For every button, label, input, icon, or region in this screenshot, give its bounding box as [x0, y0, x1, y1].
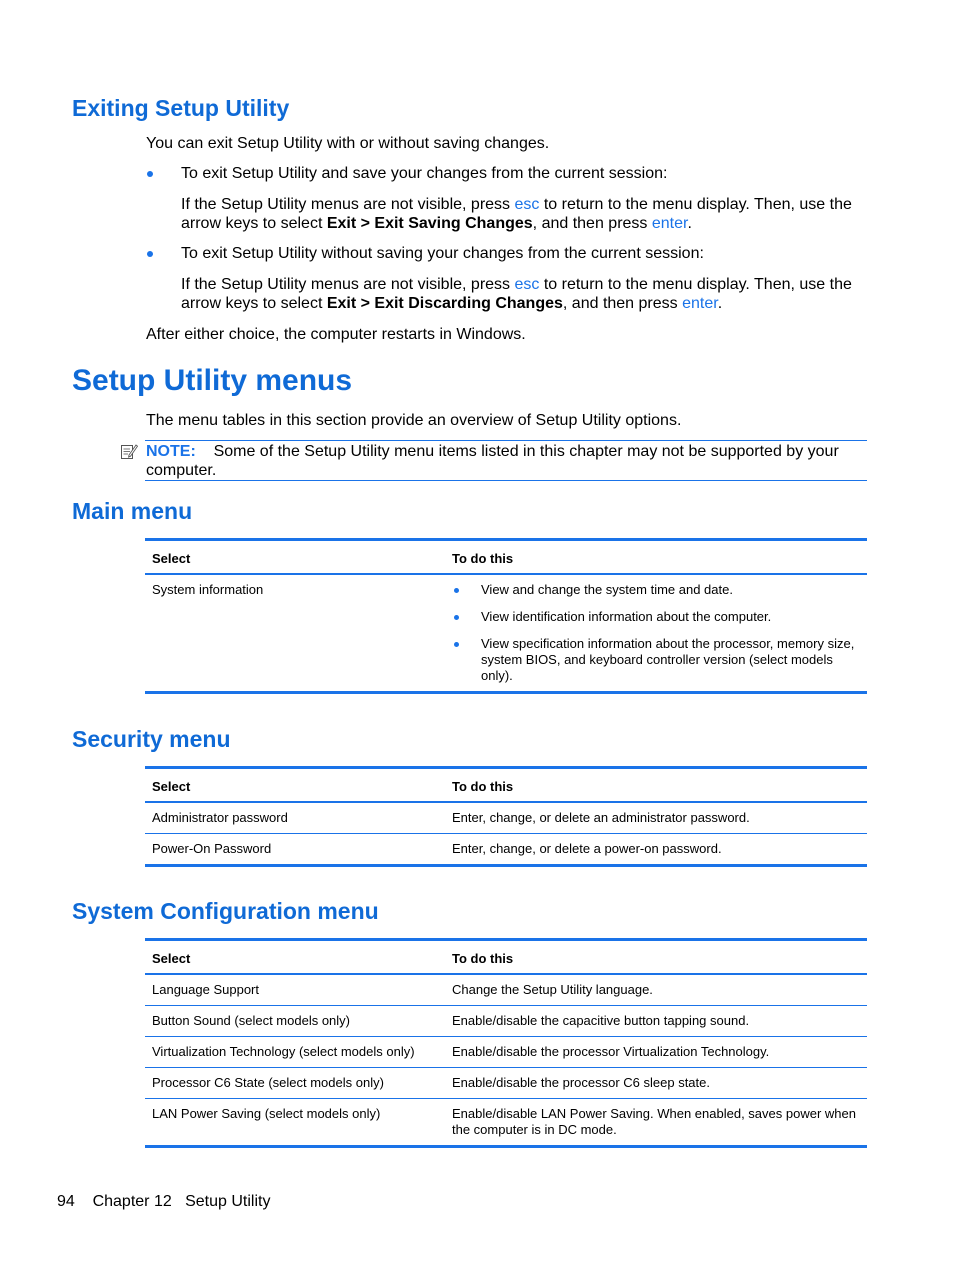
exiting-bullet-2: To exit Setup Utility without saving your changes from the current session: [181, 245, 704, 262]
exiting-bullet-1: To exit Setup Utility and save your changes from the current session: [181, 165, 668, 182]
note-bottom-rule [145, 480, 867, 481]
table-row [145, 1099, 867, 1147]
detail-text: to return to the menu display. Then, use the arrow keys to select [181, 276, 852, 312]
detail-text: . [687, 215, 692, 232]
menus-intro: The menu tables in this section provide an overview of Setup Utility options. [146, 412, 682, 429]
bullet-icon [147, 251, 153, 257]
exiting-after: After either choice, the computer restarts in Windows. [146, 326, 526, 343]
action-cell: Enable/disable LAN Power Saving. When enabled, saves power when the computer is in DC mode. [452, 1106, 856, 1137]
menu-path: Exit > Exit Saving Changes [326, 215, 533, 232]
column-header-action: To do this [452, 779, 514, 794]
column-header-action: To do this [452, 551, 514, 566]
action-cell [445, 574, 867, 693]
sysconfig-menu-table [145, 938, 867, 1148]
note-text: Some of the Setup Utility menu items listed in this chapter may not be supported by your computer. [146, 443, 839, 479]
select-cell: Language Support [152, 982, 259, 997]
detail-text: , and then press [562, 295, 683, 312]
note-box [146, 442, 861, 480]
note-icon [120, 442, 138, 460]
select-cell: LAN Power Saving (select models only) [152, 1106, 381, 1121]
exiting-intro: You can exit Setup Utility with or without saving changes. [146, 135, 550, 152]
table-row [145, 574, 867, 693]
note-label: NOTE: [146, 443, 196, 460]
table-row [145, 1006, 867, 1037]
detail-text: to return to the menu display. Then, use the arrow keys to select [181, 196, 852, 232]
table-header-row [145, 940, 867, 975]
menu-path: Exit > Exit Discarding Changes [326, 295, 563, 312]
list-item-text: View and change the system time and date. [481, 582, 733, 597]
select-cell: System information [152, 582, 264, 597]
select-cell: Button Sound (select models only) [152, 1013, 350, 1028]
key-esc: esc [514, 276, 540, 293]
action-cell: Enable/disable the processor Virtualization Technology. [452, 1044, 770, 1059]
column-header-select: Select [152, 779, 191, 794]
detail-text: . [717, 295, 723, 312]
section-heading-sysconfig-menu: System Configuration menu [72, 898, 379, 924]
list-item-text: View identification information about the computer. [481, 609, 772, 624]
exiting-detail-1 [181, 195, 861, 233]
bullet-icon [454, 642, 459, 647]
action-cell: Enter, change, or delete a power-on password. [452, 841, 722, 856]
detail-text: If the Setup Utility menus are not visible, press [181, 196, 515, 213]
action-cell: Enable/disable the capacitive button tapping sound. [452, 1013, 750, 1028]
key-esc: esc [514, 196, 540, 213]
main-menu-table [145, 538, 867, 694]
table-row [145, 802, 867, 834]
key-enter: enter [682, 295, 718, 312]
action-cell: Enter, change, or delete an administrator password. [452, 810, 750, 825]
page-footer [57, 1193, 270, 1211]
section-heading-exiting: Exiting Setup Utility [72, 95, 290, 121]
security-menu-table [145, 766, 867, 867]
section-heading-security-menu: Security menu [72, 726, 231, 752]
action-cell: Change the Setup Utility language. [452, 982, 653, 997]
action-list [452, 582, 861, 684]
column-header-select: Select [152, 551, 191, 566]
footer-chapter: Chapter 12 Setup Utility [92, 1193, 271, 1210]
detail-text: , and then press [532, 215, 652, 232]
key-enter: enter [651, 215, 688, 232]
table-header-row [145, 540, 867, 575]
table-row [145, 1068, 867, 1099]
chapter-heading-menus: Setup Utility menus [72, 364, 353, 397]
select-cell: Power-On Password [152, 841, 272, 856]
bullet-icon [454, 588, 459, 593]
section-heading-main-menu: Main menu [72, 498, 193, 524]
table-row [145, 974, 867, 1006]
list-item [452, 636, 861, 684]
table-row [145, 1037, 867, 1068]
select-cell: Virtualization Technology (select models only) [152, 1044, 415, 1059]
bullet-icon [147, 171, 153, 177]
exiting-detail-2 [181, 275, 861, 313]
action-cell: Enable/disable the processor C6 sleep state. [452, 1075, 710, 1090]
select-cell: Processor C6 State (select models only) [152, 1075, 384, 1090]
column-header-select: Select [152, 951, 191, 966]
detail-text: If the Setup Utility menus are not visible, press [181, 276, 515, 293]
column-header-action: To do this [452, 951, 514, 966]
table-header-row [145, 768, 867, 803]
table-row [145, 834, 867, 866]
bullet-icon [454, 615, 459, 620]
select-cell: Administrator password [152, 810, 288, 825]
list-item [452, 609, 861, 625]
list-item-text: View specification information about the processor, memory size, system BIOS, and keyboard controller version (select models only). [481, 636, 855, 683]
list-item [452, 582, 861, 598]
page-number: 94 [57, 1193, 75, 1210]
note-top-rule [145, 440, 867, 441]
